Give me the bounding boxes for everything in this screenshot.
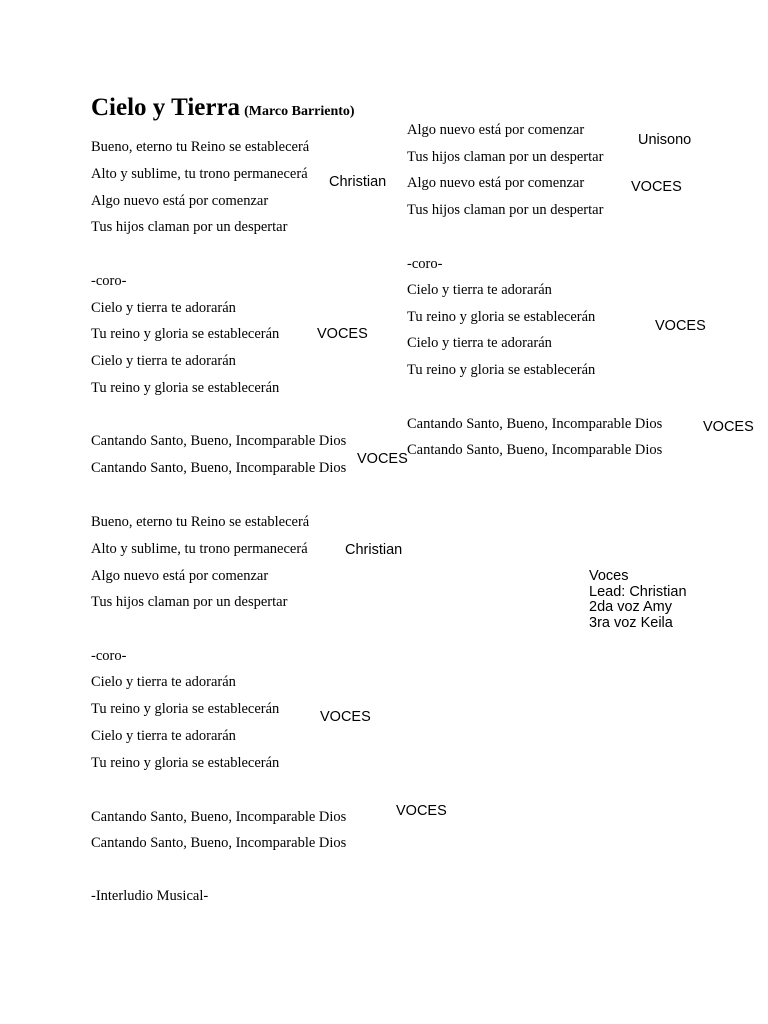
voice-tag-christian: Christian [329,174,387,190]
song-title [91,94,355,122]
song-title-text: Cielo y Tierra [91,94,241,121]
lyric-line: Alto y sublime, tu trono permanecerá [91,166,308,182]
lyric-line: Cantando Santo, Bueno, Incomparable Dios [407,416,663,432]
lyric-line: Cantando Santo, Bueno, Incomparable Dios [91,809,347,825]
coro-label: -coro- [407,256,443,272]
coro-label: -coro- [91,273,127,289]
lyric-line: Tus hijos claman por un despertar [91,594,288,610]
lyric-line: Tu reino y gloria se establecerán [407,309,596,325]
voice-tag-voces: VOCES [317,326,368,342]
song-author: (Marco Barriento) [244,104,355,119]
lyric-line: Tus hijos claman por un despertar [407,202,604,218]
lyric-line: Cantando Santo, Bueno, Incomparable Dios [91,460,347,476]
lyric-line: Algo nuevo está por comenzar [91,193,269,209]
voice-tag-voces: VOCES [357,451,408,467]
lyric-line: Alto y sublime, tu trono permanecerá [91,541,308,557]
lyric-line: Cielo y tierra te adorarán [91,353,236,369]
lyric-line: Tu reino y gloria se establecerán [91,326,280,342]
lyric-line: Cielo y tierra te adorarán [407,282,552,298]
voice-tag-voces: VOCES [703,419,754,435]
lyric-line: Cielo y tierra te adorarán [91,674,236,690]
voices-legend-second: 2da voz Amy [589,599,673,616]
voices-legend-third: 3ra voz Keila [589,615,673,632]
lyric-line: Algo nuevo está por comenzar [407,175,585,191]
lyric-line: Cantando Santo, Bueno, Incomparable Dios [91,835,347,851]
coro-label: -coro- [91,648,127,664]
lyric-line: Algo nuevo está por comenzar [91,568,269,584]
lyric-line: Bueno, eterno tu Reino se establecerá [91,139,310,155]
lyric-line: Cantando Santo, Bueno, Incomparable Dios [407,442,663,458]
lyric-line: Cielo y tierra te adorarán [91,728,236,744]
lyric-line: Tu reino y gloria se establecerán [91,701,280,717]
voice-tag-christian: Christian [345,542,403,558]
lyric-line: Cielo y tierra te adorarán [91,300,236,316]
voice-tag-voces: VOCES [631,179,682,195]
lyric-line: Tus hijos claman por un despertar [91,219,288,235]
lyric-line: Tu reino y gloria se establecerán [91,755,280,771]
voice-tag-voces: VOCES [655,318,706,334]
lyric-line: Tu reino y gloria se establecerán [91,380,280,396]
voice-tag-voces: VOCES [320,709,371,725]
voices-legend-lead: Lead: Christian [589,583,687,600]
lyric-line: Cantando Santo, Bueno, Incomparable Dios [91,433,347,449]
voice-tag-voces: VOCES [396,803,447,819]
lyric-line: Tu reino y gloria se establecerán [407,362,596,378]
lyric-line: Tus hijos claman por un despertar [407,149,604,165]
voices-legend [589,569,687,632]
voice-tag-unisono: Unisono [638,132,692,148]
lyric-line: Cielo y tierra te adorarán [407,335,552,351]
lyric-line: Bueno, eterno tu Reino se establecerá [91,514,310,530]
lyric-line: Algo nuevo está por comenzar [407,122,585,138]
interlude-label: -Interludio Musical- [91,888,209,904]
voices-legend-heading: Voces [589,568,629,584]
